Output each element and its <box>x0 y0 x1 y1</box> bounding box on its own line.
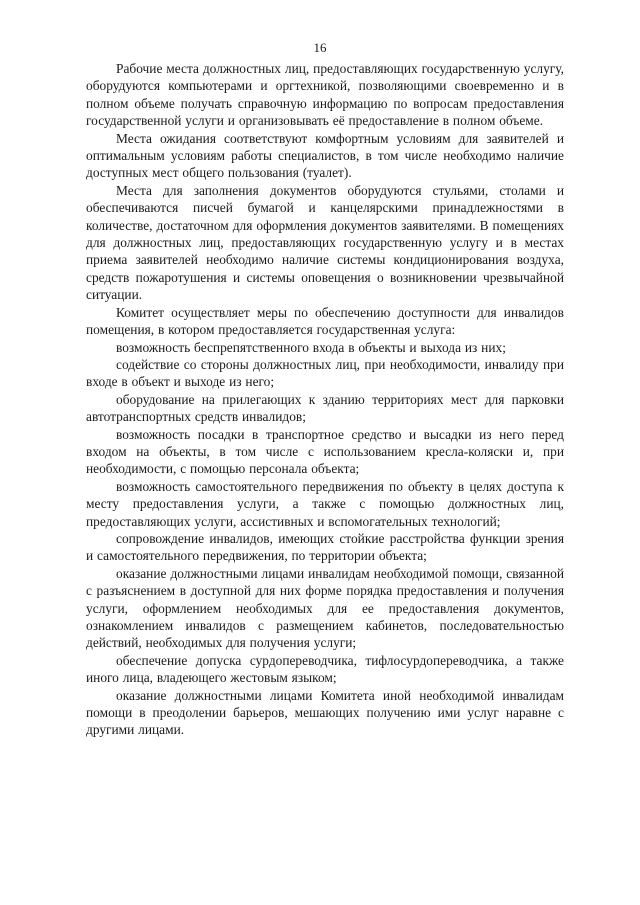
list-item-independent-movement: возможность самостоятельного передвижения по объекту в целях доступа к месту предоставления услуги, а также с помощью должностных лиц, предоставляющих услуги, ассистивных и вспомогательных технологий; <box>86 478 564 529</box>
list-item-parking: оборудование на прилегающих к зданию территориях мест для парковки автотранспортных средств инвалидов; <box>86 391 564 425</box>
page-number: 16 <box>313 40 327 55</box>
list-item-other-help: оказание должностными лицами Комитета иной необходимой инвалидам помощи в преодолении барьеров, мешающих получению ими услуг наравне с другими лицами. <box>86 687 564 738</box>
list-item-vehicle-boarding: возможность посадки в транспортное средство и высадки из него перед входом на объекты, в том числе с использованием кресла-коляски и, при необходимости, с помощью персонала объекта; <box>86 426 564 477</box>
paragraph-form-filling-areas: Места для заполнения документов оборудуются стульями, столами и обеспечиваются писчей бумагой и канцелярскими принадлежностями в количестве, достаточном для оформления документов заявителями. В помещениях для должностных лиц, предоставляющих государственную услугу и в местах приема заявителей необходимо наличие системы кондиционирования воздуха, средств пожаротушения и системы оповещения о возникновении чрезвычайной ситуации. <box>86 182 564 303</box>
list-item-barrier-free-entry: возможность беспрепятственного входа в объекты и выхода из них; <box>116 339 506 355</box>
list-item-escort: сопровождение инвалидов, имеющих стойкие расстройства функции зрения и самостоятельного передвижения, по территории объекта; <box>86 530 564 564</box>
list-item-sign-language: обеспечение допуска сурдопереводчика, тифлосурдопереводчика, а также иного лица, владеющего жестовым языком; <box>86 652 564 686</box>
list-item-staff-assistance: содействие со стороны должностных лиц, при необходимости, инвалиду при входе в объект и выходе из него; <box>86 356 564 390</box>
list-item-explanation-help: оказание должностными лицами инвалидам необходимой помощи, связанной с разъяснением в доступной для них форме порядка предоставления и получения услуги, оформлением необходимых для ее предоставления документов, ознакомлением инвалидов с размещением кабинетов, последовательностью действий, необходимых для получения услуги; <box>86 565 564 651</box>
paragraph-waiting-areas: Места ожидания соответствуют комфортным условиям для заявителей и оптимальным условиям работы специалистов, в том числе необходимо наличие доступных мест общего пользования (туалет). <box>86 130 564 181</box>
paragraph-accessibility-intro: Комитет осуществляет меры по обеспечению доступности для инвалидов помещения, в котором предоставляется государственная услуга: <box>86 304 564 338</box>
paragraph-workplaces: Рабочие места должностных лиц, предоставляющих государственную услугу, оборудуются компьютерами и оргтехникой, позволяющими своевременно и в полном объеме получать справочную информацию по вопросам предоставления государственной услуги и организовывать её предоставление в полном объеме. <box>86 61 564 129</box>
document-body <box>86 60 564 739</box>
